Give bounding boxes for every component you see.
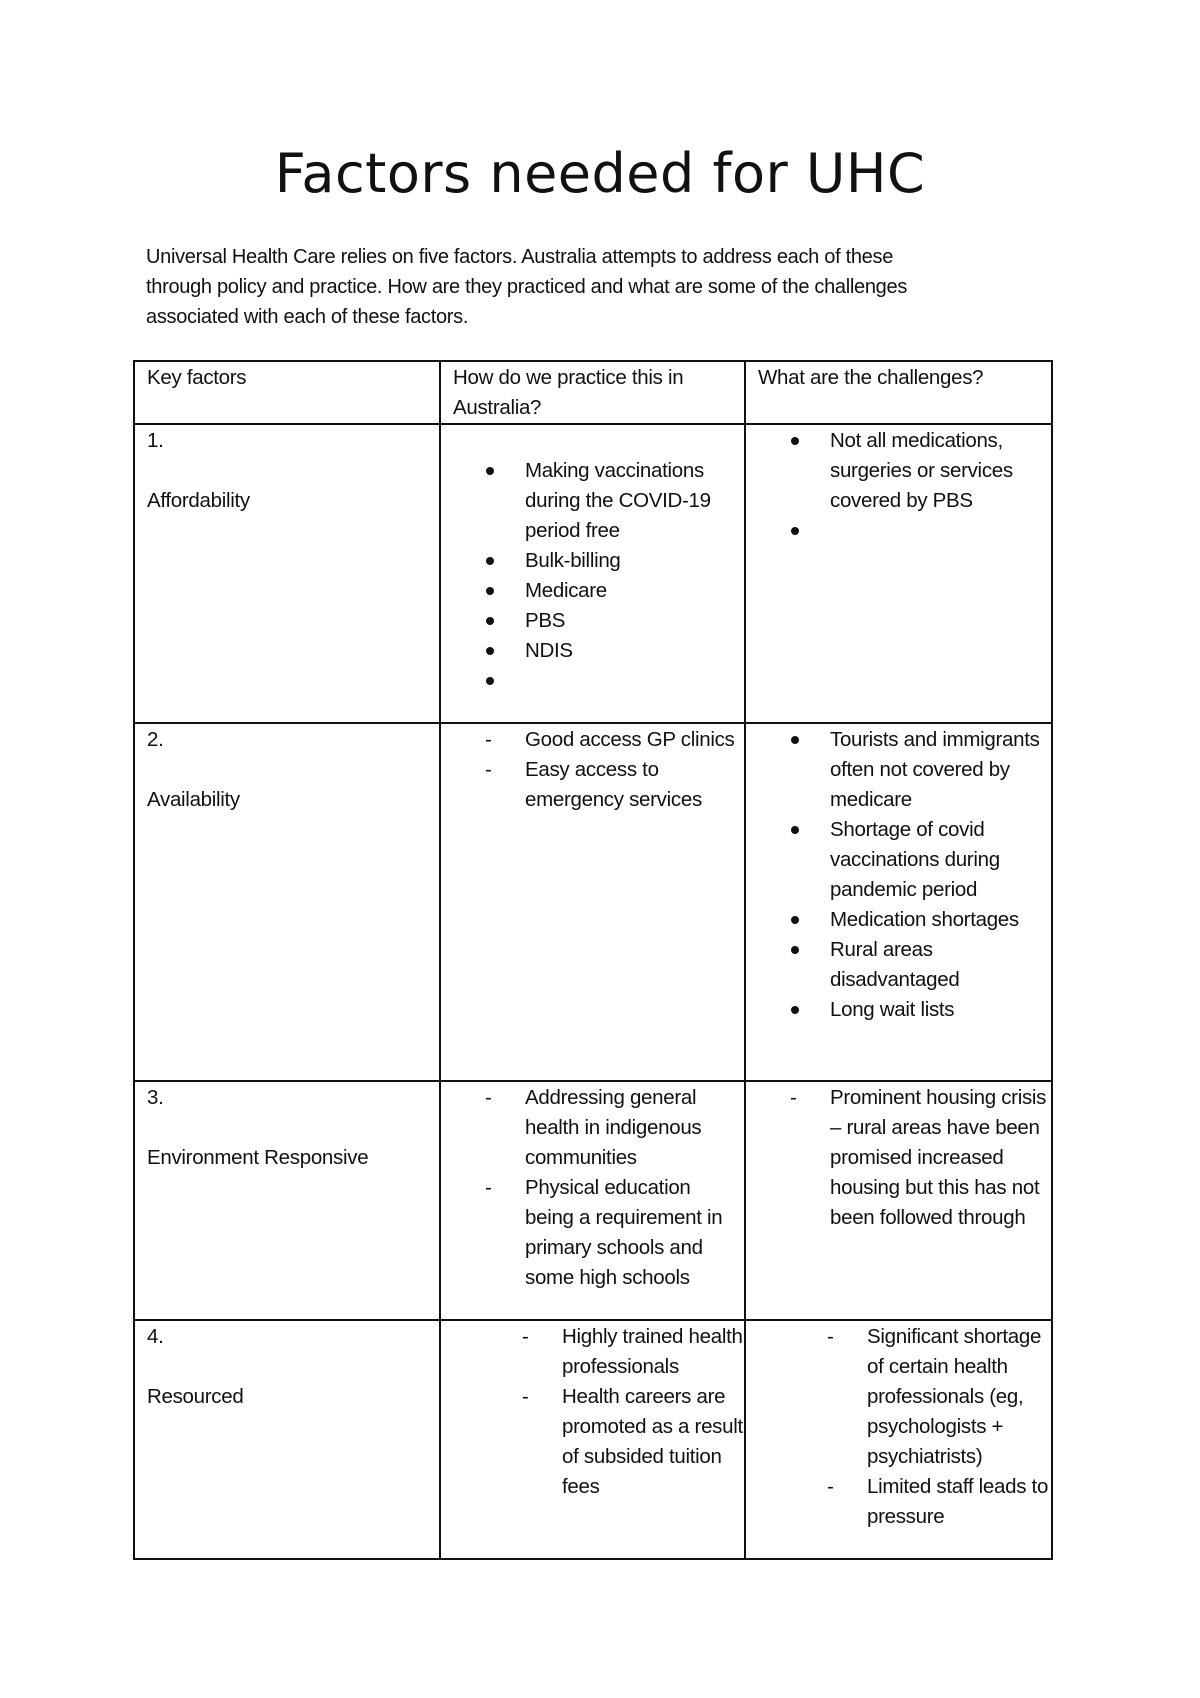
factor-number: 2. [147,728,164,751]
list-item: Long wait lists [830,998,955,1021]
list-item: Easy access to emergency services [525,758,702,811]
intro-line: associated with each of these factors. [146,306,469,328]
header-challenges: What are the challenges? [758,366,984,389]
table-row [134,723,1052,1081]
intro-line: through policy and practice. How are they practiced and what are some of the challenges [146,276,908,298]
practice-list [483,725,744,815]
factor-number: 1. [147,429,164,452]
table-row [134,1081,1052,1320]
header-key-factors: Key factors [147,366,247,389]
list-item: Shortage of covid vaccinations during pandemic period [830,818,1000,901]
list-item: Prominent housing crisis – rural areas have been promised increased housing but this has not been followed through [830,1086,1047,1229]
list-item: Good access GP clinics [525,728,735,751]
document-title: Factors needed for UHC [274,142,926,205]
list-item: Tourists and immigrants often not covered by medicare [830,728,1040,811]
challenges-list [788,1083,1051,1233]
challenges-list [788,426,1051,546]
table-header-row [134,361,1052,424]
factor-name: Availability [147,788,240,811]
list-item: NDIS [525,639,573,662]
list-item-empty [788,516,1051,546]
list-item: Addressing general health in indigenous communities [525,1086,702,1169]
intro-paragraph [146,242,1046,332]
list-item: Limited staff leads to pressure [867,1475,1049,1528]
list-item: Highly trained health professionals [562,1325,743,1378]
list-item: Significant shortage of certain health professionals (eg, psychologists + psychiatrists) [867,1325,1042,1468]
factor-number: 4. [147,1325,164,1348]
factor-name: Resourced [147,1385,244,1408]
list-item: Bulk-billing [525,549,621,572]
challenges-list [825,1322,1051,1532]
challenges-list [788,725,1051,1025]
list-item: Medication shortages [830,908,1019,931]
header-practice: How do we practice this in Australia? [453,366,684,419]
list-item: Medicare [525,579,607,602]
list-item: PBS [525,609,566,632]
list-item: Physical education being a requirement in primary schools and some high schools [525,1176,723,1289]
list-item: Not all medications, surgeries or services covered by PBS [830,429,1013,512]
practice-list [483,1083,744,1293]
factor-number: 3. [147,1086,164,1109]
list-item: Rural areas disadvantaged [830,938,960,991]
factor-name: Affordability [147,489,250,512]
intro-line: Universal Health Care relies on five factors. Australia attempts to address each of these [146,246,894,268]
list-item: Making vaccinations during the COVID-19 period free [525,459,711,542]
table-row [134,424,1052,723]
factor-name: Environment Responsive [147,1146,369,1169]
table-row [134,1320,1052,1559]
practice-list [483,456,744,696]
factors-table [133,360,1053,1560]
practice-list [520,1322,744,1502]
list-item-empty [483,666,744,696]
list-item: Health careers are promoted as a result of subsided tuition fees [562,1385,743,1498]
